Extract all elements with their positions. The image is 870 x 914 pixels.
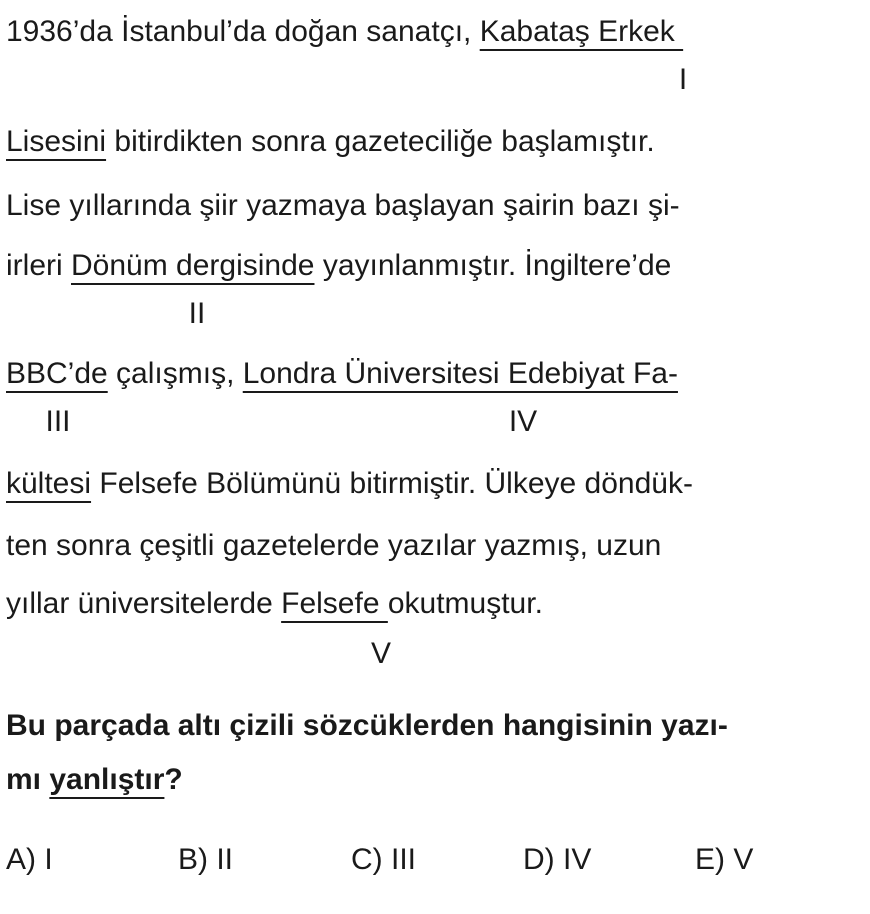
marker-i: I — [678, 63, 688, 96]
question-line-2 — [6, 762, 183, 798]
marker-v: V — [370, 637, 392, 670]
question-underlined-word: yanlıştır — [49, 763, 165, 796]
passage-text: Felsefe Bölümünü bitirmiştir. Ülkeye döndük- — [91, 467, 693, 500]
option-e[interactable]: E) V — [695, 843, 754, 876]
underlined-word-v: Felsefe — [281, 587, 388, 620]
option-b[interactable]: B) II — [178, 843, 234, 876]
passage-line-1 — [6, 14, 683, 50]
underlined-word-iv-cont: kültesi — [6, 467, 92, 500]
underlined-word-i-cont: Lisesini — [6, 125, 107, 158]
marker-iv: IV — [508, 405, 538, 438]
passage-line-3: Lise yıllarında şiir yazmaya başlayan şairin bazı şi- — [6, 189, 680, 222]
passage-line-7: ten sonra çeşitli gazetelerde yazılar yazmış, uzun — [6, 529, 662, 562]
passage-text: irleri — [6, 249, 71, 282]
passage-text: 1936’da İstanbul’da doğan sanatçı, — [6, 15, 480, 48]
underlined-word-iii: BBC’de — [6, 357, 108, 390]
question-text: mı — [6, 763, 50, 796]
passage-line-6 — [6, 466, 693, 502]
passage-line-5 — [6, 356, 678, 392]
passage-text: yıllar üniversitelerde — [6, 587, 282, 620]
question-line-1: Bu parçada altı çizili sözcüklerden hangisinin yazı- — [6, 709, 728, 742]
passage-line-2 — [6, 124, 655, 160]
passage-text: yayınlanmıştır. İngiltere’de — [314, 249, 672, 282]
option-a[interactable]: A) I — [6, 843, 53, 876]
question-mark: ? — [164, 763, 183, 796]
underlined-word-iv: Londra Üniversitesi Edebiyat Fa- — [242, 357, 678, 390]
passage-line-8 — [6, 586, 543, 622]
passage-line-4 — [6, 248, 671, 284]
passage-text: çalışmış, — [107, 357, 243, 390]
passage-text: okutmuştur. — [387, 587, 543, 620]
option-d[interactable]: D) IV — [523, 843, 592, 876]
passage-text: bitirdikten sonra gazeteciliğe başlamıştır. — [106, 125, 655, 158]
marker-ii: II — [188, 297, 206, 330]
underlined-word-i: Kabataş Erkek — [479, 15, 684, 48]
option-c[interactable]: C) III — [351, 843, 416, 876]
underlined-word-ii: Dönüm dergisinde — [71, 249, 315, 282]
marker-iii: III — [45, 405, 71, 438]
